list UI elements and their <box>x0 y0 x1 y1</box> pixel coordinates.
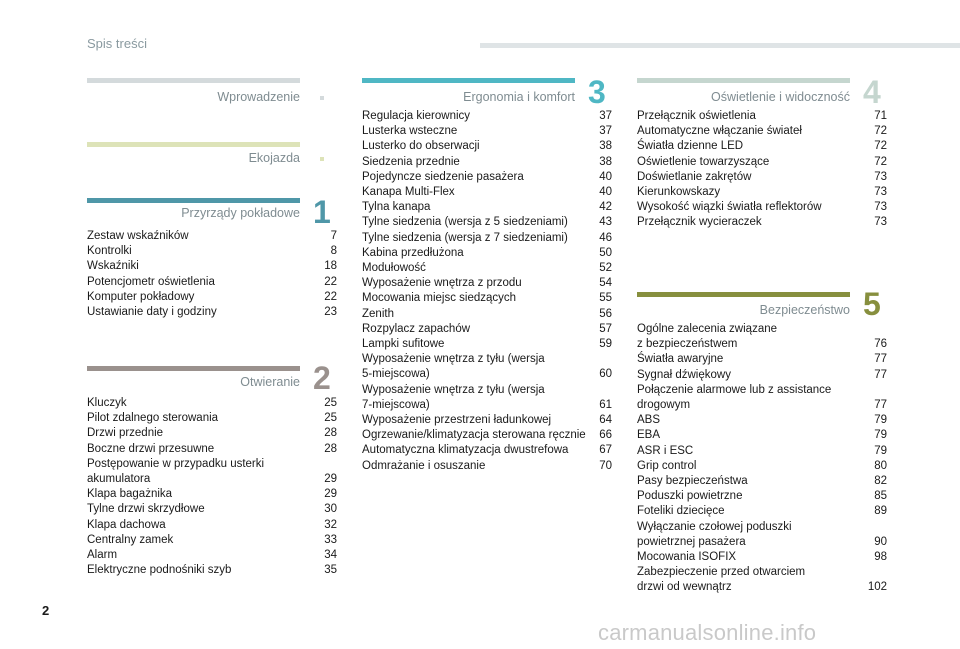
toc-entry-label: Przełącznik oświetlenia <box>637 110 756 122</box>
toc-entry-page: 66 <box>599 429 612 442</box>
toc-entry-label: Wyposażenie przestrzeni ładunkowej <box>362 414 552 427</box>
toc-entry[interactable] <box>637 565 887 595</box>
toc-entry-page: 32 <box>324 518 337 531</box>
toc-entry-label: Lusterko do obserwacji <box>362 140 480 153</box>
toc-entry-page: 34 <box>324 549 337 562</box>
toc-entry[interactable] <box>87 305 337 320</box>
toc-entry-label: Zestaw wskaźników <box>87 230 189 242</box>
toc-entry-label: Połączenie alarmowe lub z assistance drogowym <box>637 383 832 412</box>
toc-entry-label: Rozpylacz zapachów <box>362 322 471 335</box>
toc-entry-label: Foteliki dziecięce <box>637 505 725 518</box>
toc-entry-page: 28 <box>324 442 337 455</box>
section-title-instruments[interactable]: Przyrządy pokładowe <box>181 206 300 220</box>
toc-entry[interactable] <box>637 170 887 185</box>
toc-entry-page: 60 <box>599 368 612 381</box>
toc-entry-label: Komputer pokładowy <box>87 290 195 303</box>
toc-entry[interactable] <box>362 443 612 458</box>
toc-entry[interactable] <box>87 396 337 411</box>
toc-entry-page: 73 <box>874 201 887 214</box>
toc-entry-label: Mocowania miejsc siedzących <box>362 292 517 305</box>
toc-entry-page: 77 <box>874 353 887 366</box>
header-divider <box>480 43 960 48</box>
toc-entry-label: Pojedyncze siedzenie pasażera <box>362 170 524 183</box>
toc-entry-label: Odmrażanie i osuszanie <box>362 459 486 472</box>
toc-entry-page: 79 <box>874 429 887 442</box>
toc-entry[interactable] <box>637 413 887 428</box>
toc-entry-label: Drzwi przednie <box>87 427 164 440</box>
toc-entry-label: Pilot zdalnego sterowania <box>87 412 219 425</box>
section-number-lighting: 4 <box>863 74 881 110</box>
section-title-access[interactable]: Otwieranie <box>240 375 300 389</box>
toc-entry-label: Elektryczne podnośniki szyb <box>87 564 232 577</box>
toc-entry[interactable] <box>87 290 337 305</box>
toc-entry-page: 25 <box>324 397 337 409</box>
toc-entry[interactable] <box>87 229 337 244</box>
toc-entry-label: Klapa dachowa <box>87 518 166 531</box>
watermark: carmanualsonline.info <box>598 620 817 645</box>
lighting-bar <box>637 78 850 83</box>
toc-entry[interactable] <box>637 352 887 367</box>
safety-bar <box>637 292 850 297</box>
toc-entry-page: 102 <box>867 581 887 594</box>
toc-entry[interactable] <box>87 563 337 578</box>
section-number-instruments: 1 <box>313 194 331 230</box>
toc-entry-label: Boczne drzwi przesuwne <box>87 442 215 455</box>
section-number-safety: 5 <box>863 286 881 322</box>
toc-entry-label: Przełącznik wycieraczek <box>637 216 762 229</box>
toc-entry-page: 98 <box>874 551 887 564</box>
toc-entry-label: Potencjometr oświetlenia <box>87 275 215 288</box>
section-title-intro[interactable]: Wprowadzenie <box>217 90 300 104</box>
toc-entry[interactable] <box>637 504 887 519</box>
toc-entry-page: 57 <box>599 322 612 335</box>
toc-entry-page: 82 <box>874 475 887 488</box>
toc-entry[interactable] <box>637 139 887 154</box>
toc-entry-page: 18 <box>324 260 337 273</box>
toc-entry[interactable] <box>637 428 887 443</box>
toc-entry-label: Kierunkowskazy <box>637 186 721 199</box>
toc-entry-label: Ogólne zalecenia związane z bezpieczeństwem <box>637 323 778 351</box>
toc-entry[interactable] <box>637 459 887 474</box>
toc-entry-page: 38 <box>599 140 612 153</box>
toc-entry-page: 33 <box>324 533 337 546</box>
toc-entry-page: 29 <box>324 473 337 486</box>
page-title: Spis treści <box>87 36 147 51</box>
toc-entry[interactable] <box>637 383 887 413</box>
section-number-access: 2 <box>313 360 331 396</box>
toc-entry[interactable] <box>362 185 612 200</box>
toc-entry-page: 67 <box>599 444 612 457</box>
toc-entry-page: 59 <box>599 338 612 351</box>
toc-entry[interactable] <box>362 337 612 352</box>
toc-entry-label: Wskaźniki <box>87 260 139 273</box>
toc-entry-label: Kabina przedłużona <box>362 246 464 259</box>
toc-entry-label: Postępowanie w przypadku usterki akumulatora <box>87 457 265 486</box>
toc-entry-page: 56 <box>599 307 612 320</box>
toc-entry[interactable] <box>637 368 887 383</box>
toc-entry[interactable] <box>637 550 887 565</box>
toc-entry-label: Pasy bezpieczeństwa <box>637 475 748 488</box>
toc-entry[interactable] <box>637 215 887 230</box>
toc-entry-page: 73 <box>874 186 887 199</box>
access-bar <box>87 366 300 371</box>
toc-entry[interactable] <box>87 411 337 426</box>
toc-entry[interactable] <box>637 489 887 504</box>
toc-entry-page: 22 <box>324 275 337 288</box>
toc-entry-page: 8 <box>330 245 337 258</box>
toc-entry[interactable] <box>87 426 337 441</box>
toc-entry-page: 54 <box>599 277 612 290</box>
toc-entry-page: 37 <box>599 125 612 138</box>
toc-entry[interactable] <box>362 139 612 154</box>
toc-entry-page: 25 <box>324 412 337 425</box>
toc-entry[interactable] <box>637 474 887 489</box>
toc-entry[interactable] <box>637 444 887 459</box>
toc-entry[interactable] <box>637 109 887 124</box>
toc-entry-page: 22 <box>324 290 337 303</box>
toc-entry-page: 71 <box>874 110 887 122</box>
toc-entry-page: 46 <box>599 231 612 244</box>
intro-bar <box>87 78 300 83</box>
toc-entry[interactable] <box>362 200 612 215</box>
toc-entry-label: Ogrzewanie/klimatyzacja sterowana ręcznie <box>362 429 586 442</box>
toc-entry[interactable] <box>87 259 337 274</box>
toc-entry[interactable] <box>362 109 612 124</box>
toc-entry[interactable] <box>362 231 612 246</box>
toc-entry[interactable] <box>362 155 612 170</box>
toc-entry-label: Tylne drzwi skrzydłowe <box>87 503 205 516</box>
toc-entry-label: Modułowość <box>362 262 426 275</box>
toc-entry-page: 52 <box>599 262 612 275</box>
toc-entry-label: Grip control <box>637 459 697 472</box>
toc-entry-page: 23 <box>324 306 337 319</box>
toc-entry-label: Centralny zamek <box>87 533 174 546</box>
toc-entry-page: 85 <box>874 490 887 503</box>
toc-entry-label: Doświetlanie zakrętów <box>637 170 752 183</box>
toc-entry-label: Tylne siedzenia (wersja z 5 siedzeniami) <box>362 216 568 229</box>
toc-entry-page: 76 <box>874 338 887 351</box>
toc-entry-page: 7 <box>330 230 337 242</box>
section-title-lighting[interactable]: Oświetlenie i widoczność <box>711 90 850 104</box>
page-number: 2 <box>42 603 50 618</box>
toc-entry-label: Regulacja kierownicy <box>362 110 471 122</box>
eco-marker <box>320 157 324 161</box>
toc-entry[interactable] <box>87 457 337 487</box>
toc-entry-page: 61 <box>599 398 612 411</box>
toc-entry-label: Kontrolki <box>87 245 132 258</box>
toc-entry-label: Lusterka wsteczne <box>362 125 458 138</box>
toc-entry[interactable] <box>362 170 612 185</box>
toc-entry-label: Siedzenia przednie <box>362 155 460 168</box>
toc-entry-label: Sygnał dźwiękowy <box>637 368 731 381</box>
intro-marker <box>320 96 324 100</box>
toc-entry-label: Klapa bagażnika <box>87 488 173 501</box>
toc-entry-label: Tylne siedzenia (wersja z 7 siedzeniami) <box>362 231 568 244</box>
toc-entry[interactable] <box>362 322 612 337</box>
toc-entry-label: EBA <box>637 429 661 442</box>
toc-entry[interactable] <box>362 352 612 382</box>
toc-entry-page: 38 <box>599 155 612 168</box>
toc-entry-label: ABS <box>637 414 661 427</box>
toc-entry-page: 40 <box>599 186 612 199</box>
toc-entry-label: Alarm <box>87 549 118 562</box>
toc-entry-page: 40 <box>599 170 612 183</box>
toc-entry-label: Zenith <box>362 307 394 320</box>
toc-entry-page: 55 <box>599 292 612 305</box>
toc-entry-page: 72 <box>874 125 887 138</box>
toc-entry-label: Kanapa Multi-Flex <box>362 186 455 199</box>
entries-safety <box>637 322 887 596</box>
toc-entry-label: ASR i ESC <box>637 444 694 457</box>
toc-entry-label: Mocowania ISOFIX <box>637 551 737 564</box>
toc-entry[interactable] <box>362 215 612 230</box>
entries-lighting <box>637 109 887 231</box>
toc-entry[interactable] <box>637 520 887 550</box>
toc-entry-label: Automatyczna klimatyzacja dwustrefowa <box>362 444 569 457</box>
toc-entry-label: Wyposażenie wnętrza z przodu <box>362 277 522 290</box>
toc-entry-page: 72 <box>874 140 887 153</box>
toc-entry[interactable] <box>637 124 887 139</box>
section-title-eco[interactable]: Ekojazda <box>248 151 300 165</box>
toc-entry[interactable] <box>362 459 612 474</box>
toc-entry[interactable] <box>87 275 337 290</box>
toc-entry[interactable] <box>362 246 612 261</box>
toc-entry[interactable] <box>362 276 612 291</box>
toc-entry-page: 73 <box>874 216 887 229</box>
toc-entry-page: 50 <box>599 246 612 259</box>
toc-entry-page: 37 <box>599 110 612 122</box>
toc-entry[interactable] <box>637 200 887 215</box>
toc-entry-page: 43 <box>599 216 612 229</box>
toc-entry-page: 89 <box>874 505 887 518</box>
toc-entry-page: 35 <box>324 564 337 577</box>
toc-entry-page: 42 <box>599 201 612 214</box>
toc-entry[interactable] <box>362 291 612 306</box>
toc-entry-page: 73 <box>874 170 887 183</box>
toc-entry[interactable] <box>362 428 612 443</box>
toc-entry[interactable] <box>87 244 337 259</box>
section-title-safety[interactable]: Bezpieczeństwo <box>759 303 850 317</box>
toc-entry[interactable] <box>637 155 887 170</box>
ergonomics-bar <box>362 78 575 83</box>
entries-instruments <box>87 229 337 320</box>
toc-entry-page: 77 <box>874 399 887 412</box>
toc-entry-label: Poduszki powietrzne <box>637 490 743 503</box>
toc-entry-label: Tylna kanapa <box>362 201 431 214</box>
toc-entry-page: 90 <box>874 535 887 548</box>
toc-entry-page: 29 <box>324 488 337 501</box>
toc-entry-label: Wyłączanie czołowej poduszki powietrznej pasażera <box>637 520 792 548</box>
toc-entry-label: Światła awaryjne <box>637 353 724 366</box>
instruments-bar <box>87 198 300 203</box>
toc-entry-label: Kluczyk <box>87 397 127 409</box>
toc-entry[interactable] <box>362 124 612 139</box>
toc-entry[interactable] <box>637 185 887 200</box>
toc-entry-page: 64 <box>599 414 612 427</box>
toc-entry-label: Ustawianie daty i godziny <box>87 306 217 319</box>
toc-entry-page: 70 <box>599 459 612 472</box>
toc-entry[interactable] <box>87 518 337 533</box>
toc-entry-label: Oświetlenie towarzyszące <box>637 155 770 168</box>
toc-entry-label: Światła dzienne LED <box>637 140 744 153</box>
toc-entry-page: 72 <box>874 155 887 168</box>
toc-entry-label: Wysokość wiązki światła reflektorów <box>637 201 822 214</box>
toc-entry[interactable] <box>87 442 337 457</box>
toc-entry[interactable] <box>637 322 887 352</box>
toc-entry[interactable] <box>87 487 337 502</box>
toc-entry[interactable] <box>87 502 337 517</box>
toc-entry[interactable] <box>362 383 612 413</box>
toc-entry-label: Lampki sufitowe <box>362 338 445 351</box>
toc-entry-page: 28 <box>324 427 337 440</box>
toc-entry-label: Zabezpieczenie przed otwarciem drzwi od wewnątrz <box>637 566 806 594</box>
toc-entry-page: 80 <box>874 459 887 472</box>
section-number-ergonomics: 3 <box>588 74 606 110</box>
toc-entry-page: 79 <box>874 414 887 427</box>
section-title-ergonomics[interactable]: Ergonomia i komfort <box>463 90 575 104</box>
toc-entry[interactable] <box>362 413 612 428</box>
entries-ergonomics <box>362 109 612 474</box>
toc-entry[interactable] <box>87 548 337 563</box>
toc-entry-page: 77 <box>874 368 887 381</box>
eco-bar <box>87 142 300 147</box>
toc-entry-label: Wyposażenie wnętrza z tyłu (wersja 7-miejscowa) <box>362 383 545 411</box>
toc-entry-label: Automatyczne włączanie świateł <box>637 125 802 138</box>
toc-entry[interactable] <box>87 533 337 548</box>
toc-entry[interactable] <box>362 307 612 322</box>
toc-entry-page: 30 <box>324 503 337 516</box>
toc-entry[interactable] <box>362 261 612 276</box>
toc-entry-label: Wyposażenie wnętrza z tyłu (wersja 5-miejscowa) <box>362 353 545 381</box>
entries-access <box>87 396 337 578</box>
toc-entry-page: 79 <box>874 444 887 457</box>
